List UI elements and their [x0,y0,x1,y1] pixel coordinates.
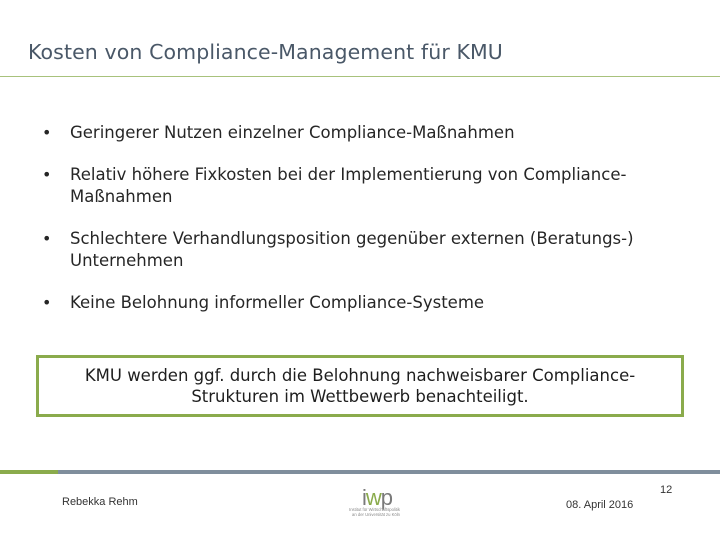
callout-box [36,355,684,417]
logo-subtitle-line: an der Universität zu Köln [352,512,400,518]
footer-date: 08. April 2016 [566,499,634,511]
bullet-dot-icon: • [42,293,52,312]
logo-suffix: p [380,485,393,510]
callout-text: KMU werden ggf. durch die Belohnung nachweisbarer Compliance-Strukturen im Wettbewerb benachteiligt. [84,366,636,406]
iwp-logo [310,486,400,524]
bullet-list [40,122,680,334]
bullet-item [40,122,680,144]
logo-subtitle [310,507,400,517]
bullet-text: Keine Belohnung informeller Compliance-Systeme [70,293,485,312]
bullet-item [40,164,680,208]
bullet-dot-icon: • [42,165,52,184]
bullet-dot-icon: • [42,229,52,248]
footer-divider-accent [0,470,58,474]
logo-prefix: i [362,485,366,510]
bullet-text: Relativ höhere Fixkosten bei der Implementierung von Compliance-Maßnahmen [70,165,627,206]
bullet-text: Geringerer Nutzen einzelner Compliance-Maßnahmen [70,123,515,142]
bullet-item [40,228,680,272]
logo-subtitle-line: Institut für Wirtschaftspolitik [349,507,400,512]
footer-author: Rebekka Rehm [62,496,138,508]
logo-accent: w [365,485,381,510]
bullet-text: Schlechtere Verhandlungsposition gegenüber externen (Beratungs-) Unternehmen [70,229,634,270]
slide-title: Kosten von Compliance-Management für KMU [28,40,503,64]
bullet-item [40,292,680,314]
page-number: 12 [660,484,673,496]
title-divider [0,76,720,77]
bullet-dot-icon: • [42,123,52,142]
footer-divider [0,470,720,474]
